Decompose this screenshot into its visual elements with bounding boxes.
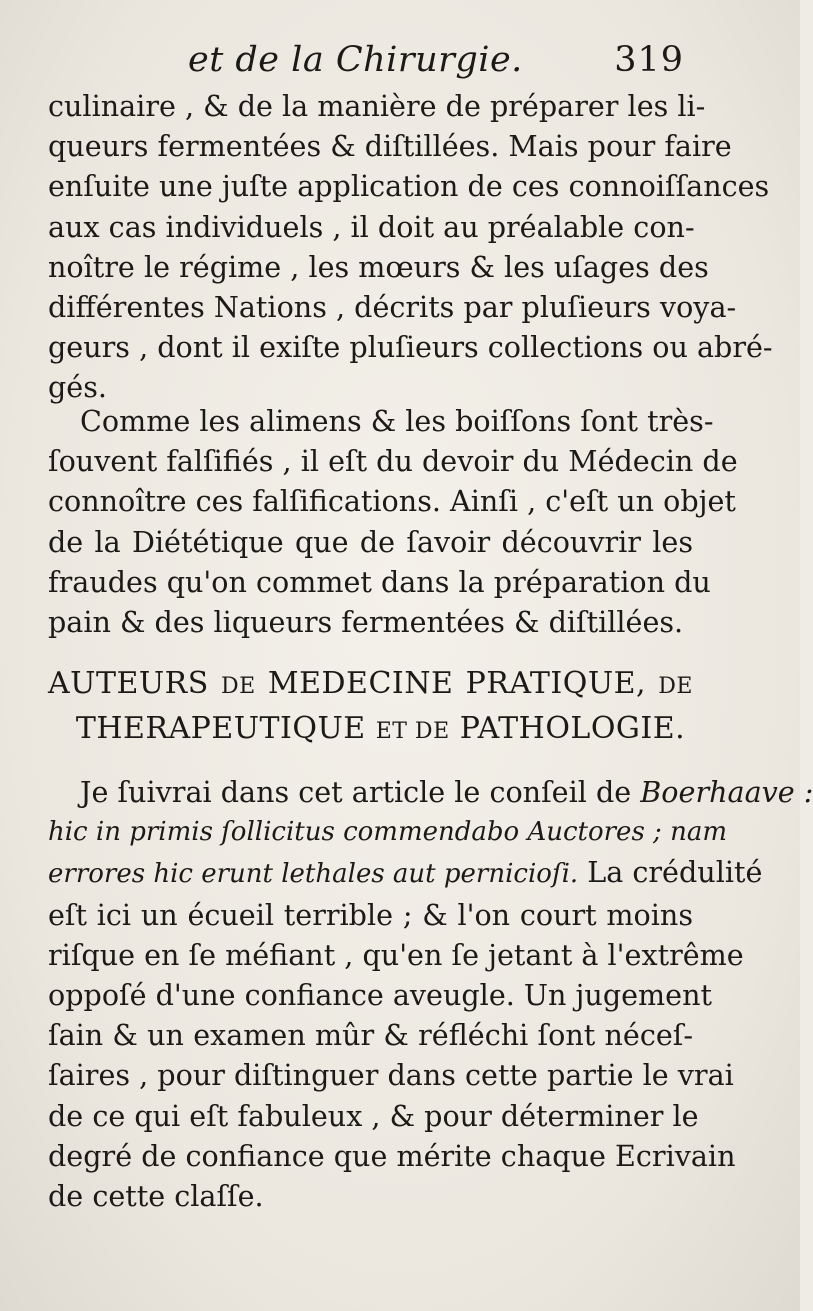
heading-word: MEDECINE PRATIQUE, [267,666,647,701]
paragraph-4 [48,772,813,1216]
heading-word: PATHOLOGIE. [459,711,686,746]
text-line: ſouvent falſifiés , il eſt du devoir du Médecin de [48,444,738,479]
text-line: riſque en ſe méfiant , qu'en ſe jetant à l'extrême [48,937,744,972]
text-line: queurs fermentées & diſtillées. Mais pour faire [48,129,732,164]
running-head-title: et de la Chirurgie. [188,40,523,80]
heading-line-1 [48,663,693,708]
text-line: ſaires , pour diſtinguer dans cette partie le vrai [48,1058,734,1093]
heading-word: AUTEURS [48,666,209,701]
heading-line-2 [48,708,693,753]
text-line: pain & des liqueurs fermentées & diſtillées. [48,605,684,640]
paragraph-1 [48,86,773,408]
text-span: Je ſuivrai dans cet article le conſeil de [80,775,632,809]
latin-quote: errores hic erunt lethales aut pernicioſi. [48,859,579,890]
text-line [48,852,763,894]
text-line: fraudes qu'on commet dans la préparation du [48,564,711,599]
text-line: de ce qui eſt fabuleux , & pour déterminer le [48,1098,699,1133]
text-line: degré de confiance que mérite chaque Ecrivain [48,1138,736,1173]
latin-quote-line: hic in primis ſollicitus commendabo Auctores ; nam [48,817,727,848]
text-span: La crédulité [587,855,763,890]
text-line: aux cas individuels , il doit au préalable con- [48,209,695,244]
text-line: de la Diététique que de ſavoir découvrir les [48,524,693,559]
section-heading [48,663,693,753]
text-line [48,772,813,812]
text-line: ſain & un examen mûr & réfléchi ſont néceſ- [48,1018,693,1053]
text-line: enſuite une juſte application de ces connoiſſances [48,169,770,204]
heading-word: DE [220,674,256,699]
heading-word: THERAPEUTIQUE [75,711,366,746]
heading-word: DE [658,674,693,699]
text-line: noître le régime , les mœurs & les uſages des [48,249,709,284]
text-line: geurs , dont il exiſte pluſieurs collections ou abré- [48,330,773,365]
author-name: Boerhaave : [640,775,813,809]
heading-word: ET DE [375,719,450,744]
text-line: de cette claſſe. [48,1179,264,1214]
text-line: gés. [48,370,107,405]
text-line: oppoſé d'une confiance aveugle. Un jugement [48,978,712,1013]
text-line: eſt ici un écueil terrible ; & l'on court moins [48,897,693,932]
paragraph-2 [48,401,738,642]
text-line: culinaire , & de la manière de préparer les li- [48,89,706,123]
text-line: différentes Nations , décrits par pluſieurs voya- [48,290,737,325]
text-line: connoître ces falſifications. Ainſi , c'eſt un objet [48,484,736,519]
running-head [48,36,688,86]
text-line: Comme les alimens & les boiſſons ſont très- [80,404,714,438]
page-number: 319 [614,40,684,80]
